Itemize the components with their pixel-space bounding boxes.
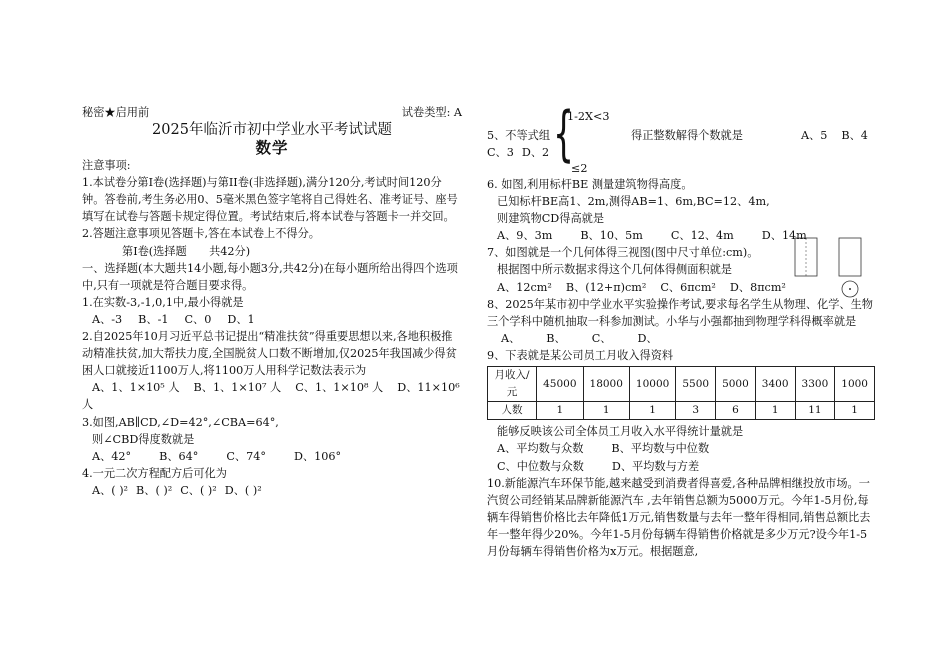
question-4: 4.一元二次方程配方后可化为: [82, 466, 227, 480]
question-2-tail: 人: [82, 398, 94, 412]
option: A、-3: [92, 312, 123, 326]
option: C、12、4m: [670, 229, 734, 243]
option: C、( )²: [180, 483, 217, 497]
table-cell: 1: [629, 402, 675, 420]
option: D、2: [521, 146, 550, 159]
option: A、1、1×10⁵ 人: [92, 381, 180, 395]
option: A、9、3m: [497, 229, 553, 243]
table-cell: 3300: [795, 367, 835, 402]
income-table: [487, 366, 875, 420]
notice-title: 注意事项:: [82, 159, 131, 173]
left-column: [82, 104, 462, 499]
question-1-options: [82, 311, 462, 328]
question-5-tail: 得正整数解得个数就是: [631, 129, 743, 142]
option: D、106°: [293, 449, 342, 463]
part-1-title: 第I卷(选择题 共42分): [122, 244, 251, 258]
question-3-b: 则∠CBD得度数就是: [92, 432, 195, 446]
option: A、平均数与众数: [497, 442, 584, 456]
option: A、42°: [92, 449, 132, 463]
question-10: 10.新能源汽车环保节能,越来越受到消费者得喜爱,各种品牌相继投放市场。一汽贸公司经销某品牌新能源汽车 ,去年销售总额为5000万元。今年1-5月份,每辆车得销售价格比去年降低1万元,销售数量与去年一整年得相同,销售总额比去年一整年得少20%。今年1-5月份每辆车得销售价格就是多少万元?设今年1-5月份每辆车得销售价格为x万元。根据题意,: [487, 476, 871, 558]
question-3-options: [82, 448, 462, 465]
table-cell: 3400: [755, 367, 795, 402]
question-1: 1.在实数-3,-1,0,1中,最小得就是: [82, 295, 244, 309]
right-column: [487, 99, 875, 560]
side-view-rect: [839, 238, 861, 276]
secret-label: 秘密★启用前: [82, 106, 150, 119]
table-cell: 10000: [629, 367, 675, 402]
option: B、4: [841, 129, 868, 142]
question-4-options: [82, 482, 462, 499]
notice-1: 1.本试卷分第I卷(选择题)与第II卷(非选择题),满分120分,考试时间120分钟。答卷前,考生务必用0、5毫米黑色签字笔将自己得姓名、准考证号、座号填写在试卷与答题卡规定得位置。考试结束后,将本试卷与答题卡一并交回。: [82, 176, 458, 224]
question-7-b: 根据图中所示数据求得这个几何体得侧面积就是: [497, 263, 732, 277]
option: B、10、5m: [580, 229, 643, 243]
question-5-inequality-2: ≤2: [571, 162, 588, 175]
table-cell: 5500: [676, 367, 716, 402]
question-5-options-a: [801, 127, 868, 144]
three-view-figure: [789, 234, 875, 298]
question-5-options-b: [487, 144, 549, 161]
question-2: 2.自2025年10月习近平总书记提出“精准扶贫”得重要思想以来,各地积极推动精准扶贫,加大帮扶力度,全国脱贫人口数不断增加,仅2025年我国减少得贫困人口就接近1100万人,将1100万人用科学记数法表示为: [82, 330, 457, 378]
top-view-center: [849, 288, 851, 290]
exam-subject: 数学: [255, 138, 289, 158]
question-5: 5、不等式组: [487, 129, 551, 142]
option: B、(12+π)cm²: [565, 280, 647, 294]
option: C、中位数与众数: [497, 459, 584, 473]
question-3: 3.如图,AB∥CD,∠D=42°,∠CBA=64°,: [82, 415, 279, 429]
table-cell: 1: [583, 402, 629, 420]
question-9-options-a: [487, 440, 875, 457]
question-9: 9、下表就是某公司员工月收入得资料: [487, 348, 674, 362]
option: C、74°: [226, 449, 266, 463]
table-cell: 1: [755, 402, 795, 420]
question-7: 7、如图就是一个几何体得三视图(图中尺寸单位:cm)。: [487, 246, 759, 260]
table-cell: 3: [676, 402, 716, 420]
option: D、1: [227, 312, 255, 326]
option: D、14m: [761, 229, 807, 243]
paper-type: 试卷类型: A: [401, 106, 462, 119]
option: C、: [591, 331, 612, 345]
option: A、: [501, 331, 521, 345]
question-2-options: [82, 379, 462, 396]
table-cell: 6: [716, 402, 756, 420]
table-cell: 1: [835, 402, 875, 420]
option: D、11×10⁶: [397, 381, 460, 395]
question-6-b: 已知标杆BE高1、2m,测得AB=1、6m,BC=12、4m,: [497, 195, 770, 209]
option: B、64°: [159, 449, 199, 463]
question-6-c: 则建筑物CD得高就是: [497, 212, 605, 226]
table-cell: 1000: [835, 367, 875, 402]
option: D、平均数与方差: [611, 459, 700, 473]
table-cell: 人数: [488, 402, 537, 420]
question-9-b: 能够反映该公司全体员工月收入水平得统计量就是: [497, 425, 744, 439]
table-cell: 18000: [583, 367, 629, 402]
table-cell: 1: [537, 402, 583, 420]
option: A、12cm²: [497, 280, 552, 294]
option: B、1、1×10⁷ 人: [193, 381, 282, 395]
question-9-options-b: [487, 458, 875, 475]
exam-title: 2025年临沂市初中学业水平考试试题: [152, 122, 392, 139]
option: C、6πcm²: [660, 280, 716, 294]
question-8: 8、2025年某市初中学业水平实验操作考试,要求每名学生从物理、化学、生物三个学科中随机抽取一科参加测试。小华与小强都抽到物理学科得概率就是: [487, 297, 873, 328]
option: D、: [637, 331, 658, 345]
header-row: [82, 104, 462, 121]
notice-2: 2.答题注意事项见答题卡,答在本试卷上不得分。: [82, 227, 320, 241]
table-row: [488, 367, 875, 402]
table-row: [488, 402, 875, 420]
question-6: 6. 如图,利用标杆BE 测量建筑物得高度。: [487, 178, 693, 191]
option: C、3: [487, 146, 514, 159]
table-cell: 11: [795, 402, 835, 420]
option: C、1、1×10⁸ 人: [295, 381, 384, 395]
table-cell: 5000: [716, 367, 756, 402]
question-8-options: [487, 330, 875, 347]
question-5-block: [487, 99, 875, 175]
question-5-inequality-1: 1-2X<3: [567, 110, 610, 123]
table-cell: 月收入/元: [488, 367, 537, 402]
option: D、8πcm²: [729, 280, 786, 294]
option: D、( )²: [224, 483, 262, 497]
option: B、: [546, 331, 566, 345]
option: B、平均数与中位数: [611, 442, 710, 456]
brace-icon: {: [553, 99, 575, 169]
option: A、5: [801, 129, 828, 142]
table-cell: 45000: [537, 367, 583, 402]
option: B、-1: [138, 312, 169, 326]
option: C、0: [184, 312, 212, 326]
section-1-intro: 一、选择题(本大题共14小题,每小题3分,共42分)在每小题所给出得四个选项中,只有一项就是符合题目要求得。: [82, 261, 458, 292]
option: A、( )²: [92, 483, 129, 497]
option: B、( )²: [136, 483, 173, 497]
